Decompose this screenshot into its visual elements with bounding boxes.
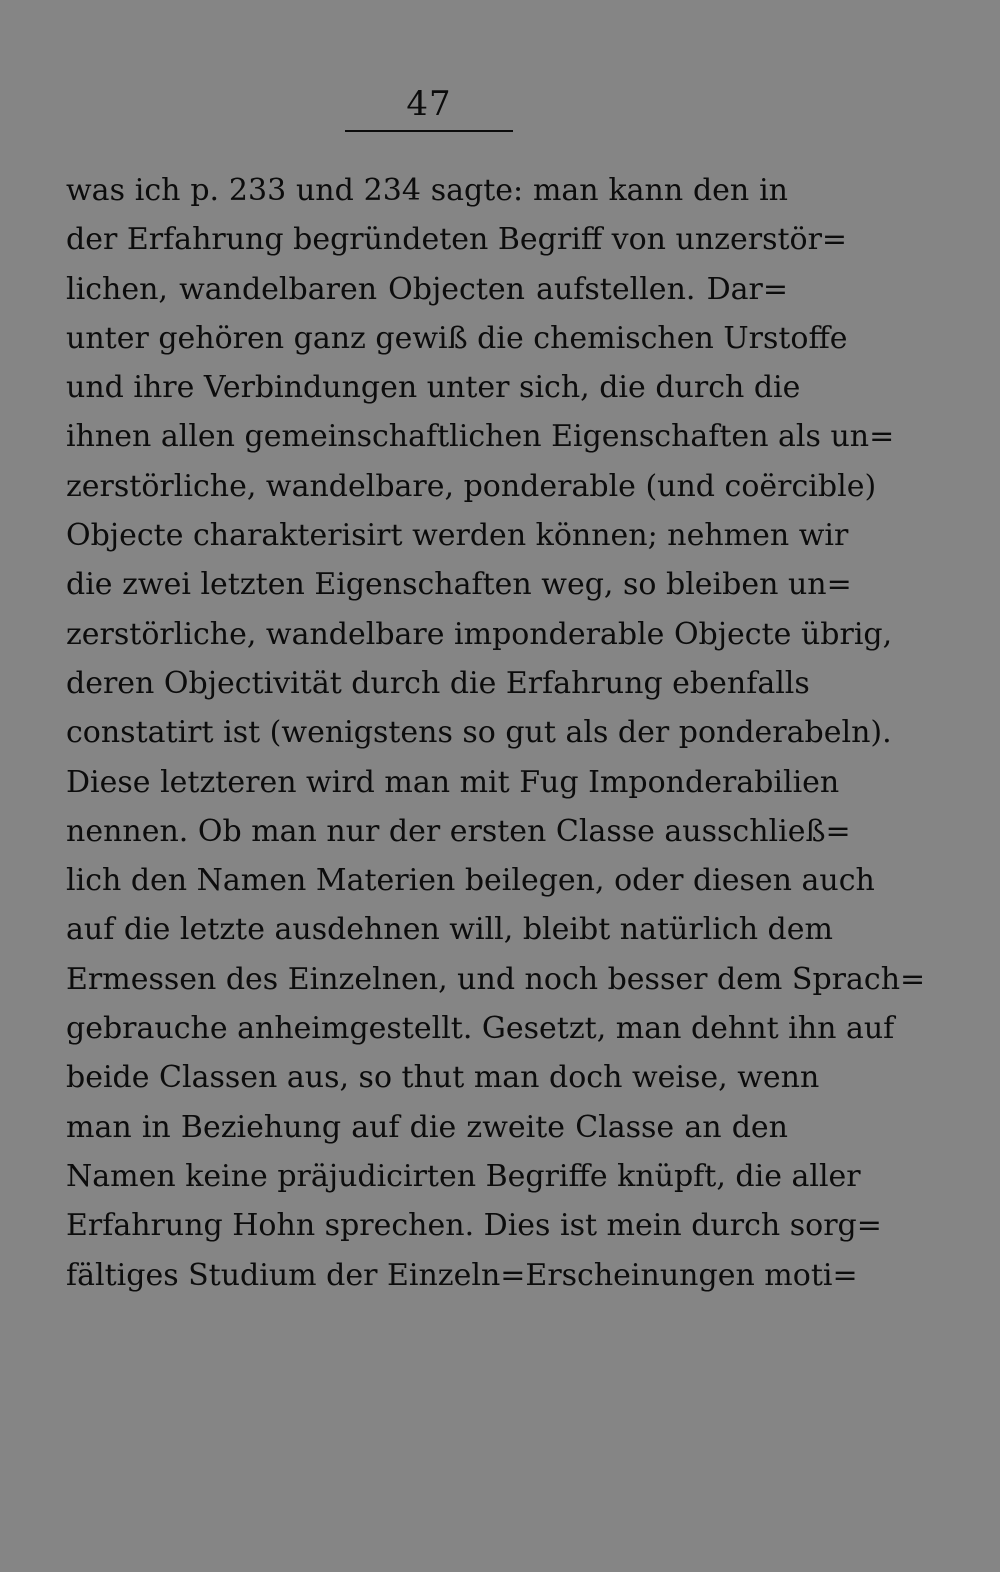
text-line: man in Beziehung auf die zweite Classe an den [66, 1109, 788, 1145]
text-line: deren Objectivität durch die Erfahrung ebenfalls [66, 665, 810, 701]
text-line: ihnen allen gemeinschaftlichen Eigenschaften als un= [66, 419, 895, 455]
text-line: die zwei letzten Eigenschaften weg, so bleiben un= [66, 567, 852, 603]
body-text [66, 166, 926, 1300]
text-line: und ihre Verbindungen unter sich, die durch die [66, 370, 801, 406]
text-line: was ich p. 233 und 234 sagte: man kann den in [66, 173, 788, 208]
text-line: constatirt ist (wenigstens so gut als der ponderabeln). [66, 715, 892, 751]
text-line: beide Classen aus, so thut man doch weise, wenn [66, 1060, 820, 1096]
text-line: lich den Namen Materien beilegen, oder diesen auch [66, 863, 875, 899]
text-line: Namen keine präjudicirten Begriffe knüpft, die aller [66, 1158, 861, 1194]
text-line: zerstörliche, wandelbare, ponderable (und coërcible) [66, 468, 877, 504]
text-line: Erfahrung Hohn sprechen. Dies ist mein durch sorg= [66, 1208, 882, 1244]
text-line: der Erfahrung begründeten Begriff von unzerstör= [66, 222, 848, 258]
text-line: zerstörliche, wandelbare imponderable Objecte übrig, [66, 616, 893, 652]
text-line: Objecte charakterisirt werden können; nehmen wir [66, 518, 849, 554]
text-line: gebrauche anheimgestellt. Gesetzt, man dehnt ihn auf [66, 1011, 895, 1047]
text-line: Diese letzteren wird man mit Fug Imponderabilien [66, 764, 840, 800]
text-line: auf die letzte ausdehnen will, bleibt natürlich dem [66, 912, 833, 948]
page-number: 47 [406, 84, 452, 124]
text-line: unter gehören ganz gewiß die chemischen Urstoffe [66, 320, 848, 356]
text-line: lichen, wandelbaren Objecten aufstellen. Dar= [66, 271, 788, 307]
text-line: nennen. Ob man nur der ersten Classe ausschließ= [66, 813, 851, 849]
text-line: fältiges Studium der Einzeln=Erscheinungen moti= [66, 1257, 858, 1293]
header-rule [345, 130, 513, 132]
text-line: Ermessen des Einzelnen, und noch besser dem Sprach= [66, 961, 926, 997]
